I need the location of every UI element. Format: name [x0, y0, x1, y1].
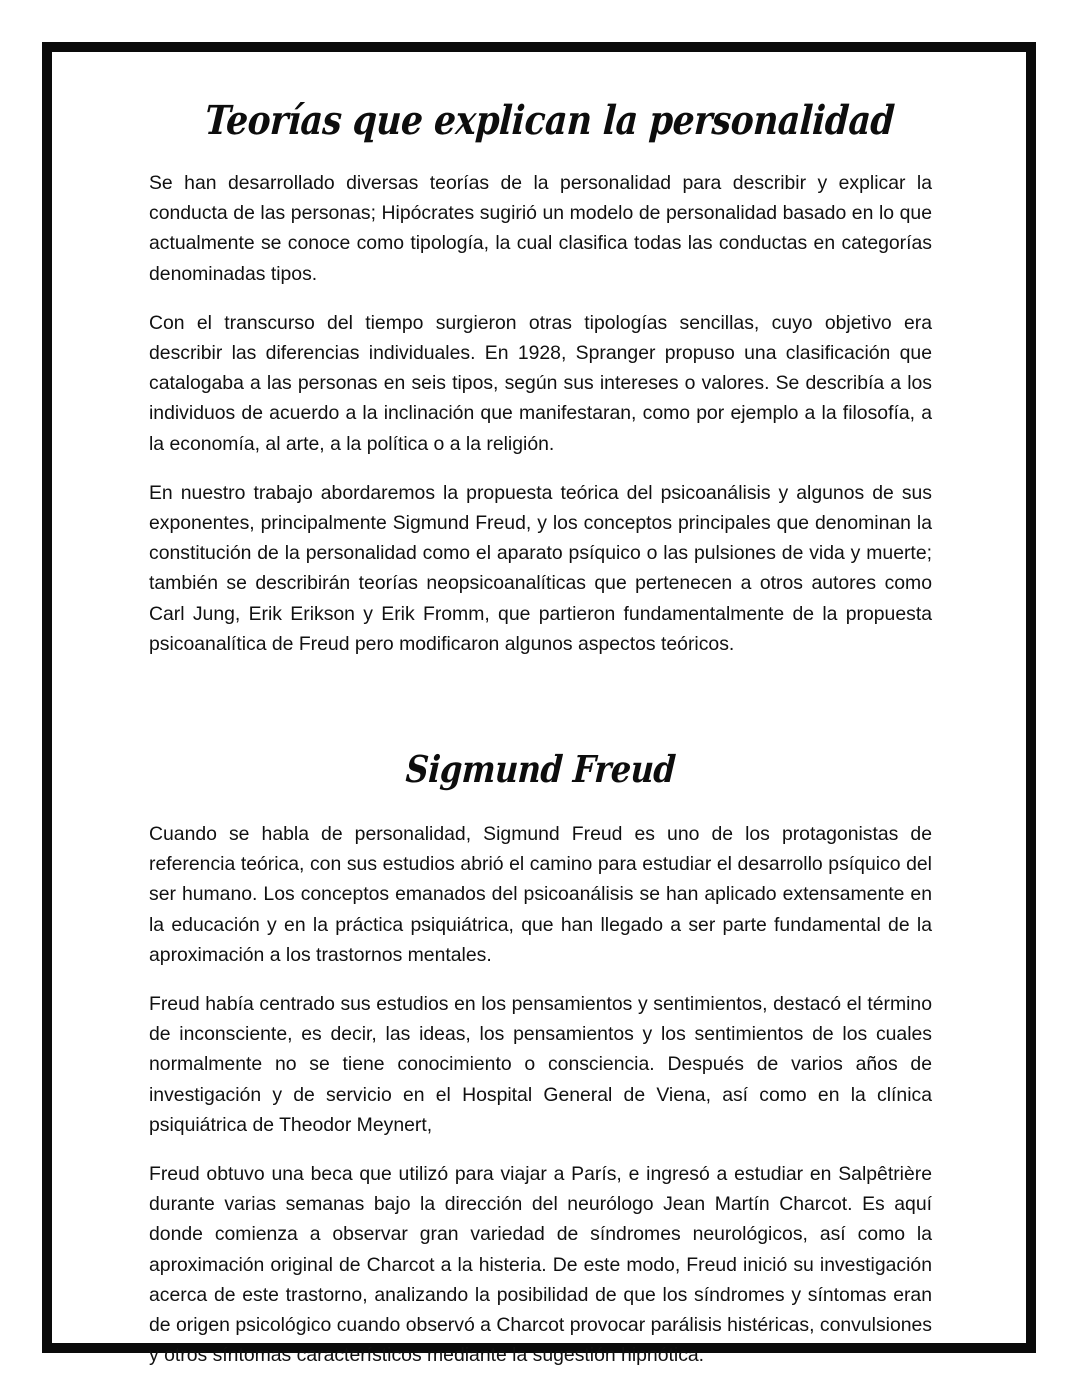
section-heading-sigmund-freud: [149, 678, 932, 819]
paragraph: Se han desarrollado diversas teorías de la personalidad para describir y explicar la conducta de las personas; Hipócrates sugirió un modelo de personalidad basado en lo que actualmente se conoce como tipología, la cual clasifica todas las conductas en categorías denominadas tipos.: [149, 172, 932, 285]
paragraph: En nuestro trabajo abordaremos la propuesta teórica del psicoanálisis y algunos de sus exponentes, principalmente Sigmund Freud, y los conceptos principales que denominan la constitución de la personalidad como el aparato psíquico o las pulsiones de vida y muerte; también se describirán teorías neopsicoanalíticas que pertenecen a otros autores como Carl Jung, Erik Erikson y Erik Fromm, que partieron fundamentalmente de la propuesta psicoanalítica de Freud pero modificaron algunos aspectos teóricos.: [149, 481, 932, 655]
paragraph: Cuando se habla de personalidad, Sigmund Freud es uno de los protagonistas de referencia teórica, con sus estudios abrió el camino para estudiar el desarrollo psíquico del ser humano. Los conceptos emanados del psicoanálisis se han aplicado extensamente en la educación y en la práctica psiquiátrica, que han llegado a ser parte fundamental de la aproximación a los trastornos mentales.: [149, 822, 932, 966]
paragraph: Freud había centrado sus estudios en los pensamientos y sentimientos, destacó el término de inconsciente, es decir, las ideas, los pensamientos y los sentimientos de los cuales normalmente no se tiene conocimiento o consciencia. Después de varios años de investigación y de servicio en el Hospital General de Viena, así como en la clínica psiquiátrica de Theodor Meynert,: [149, 992, 932, 1136]
page-content-area: [149, 97, 932, 1370]
page-title-text: Teorías que explican la personalidad: [203, 97, 896, 144]
page-border-frame: [42, 42, 1036, 1367]
paragraph: Freud obtuvo una beca que utilizó para viajar a París, e ingresó a estudiar en Salpêtrière durante varias semanas bajo la dirección del neurólogo Jean Martín Charcot. Es aquí donde comienza a observar gran variedad de síndromes neurológicos, así como la aproximación original de Charcot a la histeria. De este modo, Freud inició su investigación acerca de este trastorno, analizando la posibilidad de que los síndromes y síntomas eran de origen psicológico cuando observó a Charcot provocar parálisis histéricas, convulsiones y otros síntomas característicos mediante la sugestión hipnótica.: [149, 1162, 932, 1367]
paragraph: Con el transcurso del tiempo surgieron otras tipologías sencillas, cuyo objetivo era describir las diferencias individuales. En 1928, Spranger propuso una clasificación que catalogaba a las personas en seis tipos, según sus intereses o valores. Se describía a los individuos de acuerdo a la inclinación que manifestaran, como por ejemplo a la filosofía, a la economía, al arte, a la política o a la religión.: [149, 311, 932, 455]
section-heading-text: Sigmund Freud: [404, 747, 677, 792]
page-title: [149, 97, 932, 144]
